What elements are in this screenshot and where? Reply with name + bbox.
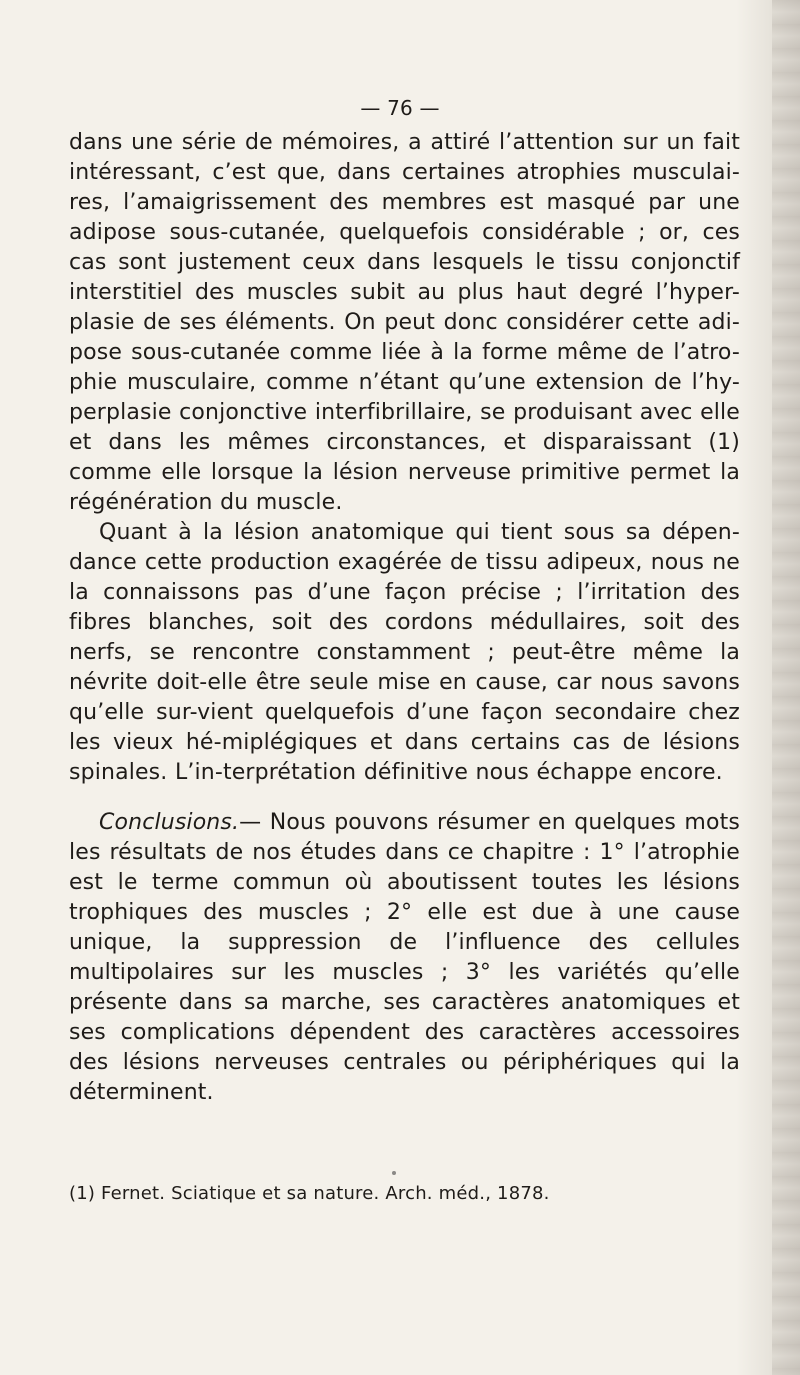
page-number: — 76 — <box>360 96 440 120</box>
paragraph-3 <box>69 808 740 1108</box>
body-text <box>69 128 740 1108</box>
paragraph-1: dans une série de mémoires, a attiré l’attention sur un fait intéressant, c’est que, dans certaines atrophies musculai-res, l’amaigrissement des membres est masqué par une adipose sous-cutanée, quelquefois considérable ; or, ces cas sont justement ceux dans lesquels le tissu conjonctif interstitiel des muscles subit au plus haut degré l’hyper-plasie de ses éléments. On peut donc considérer cette adi-pose sous-cutanée comme liée à la forme même de l’atro-phie musculaire, comme n’étant qu’une extension de l’hy-perplasie conjonctive interfibrillaire, se produisant avec elle et dans les mêmes circonstances, et disparaissant (1) comme elle lorsque la lésion nerveuse primitive permet la régénération du muscle. <box>69 130 740 515</box>
footnote: (1) Fernet. Sciatique et sa nature. Arch. méd., 1878. <box>69 1183 550 1204</box>
page-edge-shadow <box>772 0 800 1375</box>
paragraph-2: Quant à la lésion anatomique qui tient sous sa dépen-dance cette production exagérée de tissu adipeux, nous ne la connaissons pas d’une façon précise ; l’irritation des fibres blanches, soit des cordons médullaires, soit des nerfs, se rencontre constamment ; peut-être même la névrite doit-elle être seule mise en cause, car nous savons qu’elle sur-vient quelquefois d’une façon secondaire chez les vieux hé-miplégiques et dans certains cas de lésions spinales. L’in-terprétation définitive nous échappe encore. <box>69 520 740 785</box>
ink-speck <box>392 1171 396 1175</box>
conclusions-label: Conclusions. <box>99 810 240 835</box>
conclusions-text: — Nous pouvons résumer en quelques mots les résultats de nos études dans ce chapitre : 1° l’atrophie est le terme commun où aboutissent toutes les lésions trophiques des muscles ; 2° elle est due à une cause unique, la suppression de l’influence des cellules multipolaires sur les muscles ; 3° les variétés qu’elle présente dans sa marche, ses caractères anatomiques et ses complications dépendent des caractères accessoires des lésions nerveuses centrales ou périphériques qui la déterminent. <box>69 810 740 1105</box>
